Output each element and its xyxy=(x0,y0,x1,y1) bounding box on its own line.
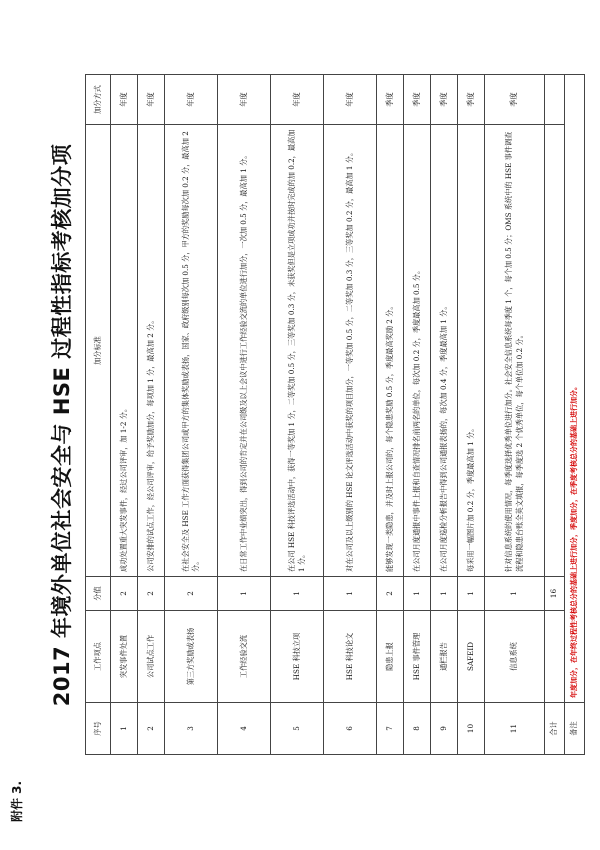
row-seq: 9 xyxy=(431,703,458,755)
note-label: 备注 xyxy=(565,703,585,755)
row-seq: 4 xyxy=(218,703,271,755)
row-criteria: 在公司月度巡检分析报告中得到公司通报表扬的，每次加 0.4 分，季度最高加 1 分。 xyxy=(431,125,458,577)
row-method: 年度 xyxy=(111,75,138,125)
table-header-row xyxy=(86,75,111,755)
row-item: HSE 事件管理 xyxy=(404,611,431,703)
row-criteria: 对在公司及以上级别的 HSE 论文评选活动中获奖的项目加分，一等奖加 0.5 分，二等奖加 0.3 分，三等奖加 0.2 分，最高加 1 分。 xyxy=(324,125,377,577)
row-item: 第三方奖励或表扬 xyxy=(165,611,218,703)
row-criteria: 成功处置重大突发事件，经过公司评审，加 1-2 分。 xyxy=(111,125,138,577)
row-seq: 7 xyxy=(377,703,404,755)
row-seq: 1 xyxy=(111,703,138,755)
row-method: 季度 xyxy=(458,75,485,125)
row-score: 2 xyxy=(138,577,165,611)
total-row xyxy=(545,75,565,755)
row-item: HSE 科技论文 xyxy=(324,611,377,703)
row-score: 1 xyxy=(271,577,324,611)
total-item-empty xyxy=(545,611,565,703)
attachment-label: 附件 3. xyxy=(10,780,24,822)
note-text xyxy=(565,75,585,703)
total-criteria-empty xyxy=(545,125,565,577)
row-score: 1 xyxy=(404,577,431,611)
row-item: 信息系统 xyxy=(485,611,545,703)
row-score: 1 xyxy=(324,577,377,611)
row-criteria: 针对信息系统的使用情况，每季度选择优秀单位进行加分。社会安全信息系统每季度 1 个，每个加 0.5 分；OMS 系统中的 HSE 事件调查流程和隐患台账全英文填报，每季度选 2 个优秀单位，每个单位加 0.2 分。 xyxy=(485,125,545,577)
table-row xyxy=(377,75,404,755)
header-criteria: 加分标准 xyxy=(86,125,111,577)
row-item: 突发事件处置 xyxy=(111,611,138,703)
total-score: 16 xyxy=(545,577,565,611)
table-row xyxy=(431,75,458,755)
header-method: 加分方式 xyxy=(86,75,111,125)
row-score: 2 xyxy=(111,577,138,611)
row-seq: 8 xyxy=(404,703,431,755)
row-criteria: 在公司 HSE 科技评选活动中，获得一等奖加 1 分，二等奖加 0.5 分，三等奖加 0.3 分，未获奖但是立项成功并按时完成的加 0.2，最高加 1 分。 xyxy=(271,125,324,577)
row-method: 年度 xyxy=(165,75,218,125)
table-row xyxy=(165,75,218,755)
row-method: 季度 xyxy=(431,75,458,125)
row-score: 1 xyxy=(485,577,545,611)
row-criteria: 能够发现一类隐患，并及时上报公司的，每个隐患奖励 0.5 分，季度最高奖励 2 分。 xyxy=(377,125,404,577)
table-row xyxy=(111,75,138,755)
row-method: 年度 xyxy=(138,75,165,125)
row-method: 年度 xyxy=(271,75,324,125)
row-criteria: 在日常工作中业绩突出，得到公司的肯定并在公司级及以上会议中进行工作经验交流的单位进行加分，一次加 0.5 分，最高加 1 分。 xyxy=(218,125,271,577)
note-content: 年度加分，在年终过程性考核总分的基础上进行加分，季度加分，在季度考核总分的基础上进行加分。 xyxy=(569,383,579,698)
row-item: HSE 科技立项 xyxy=(271,611,324,703)
header-item: 工作项点 xyxy=(86,611,111,703)
total-label: 合计 xyxy=(545,703,565,755)
row-method: 季度 xyxy=(404,75,431,125)
row-score: 1 xyxy=(458,577,485,611)
row-item: 通栏报告 xyxy=(431,611,458,703)
row-item: SAFEID xyxy=(458,611,485,703)
header-seq: 序号 xyxy=(86,703,111,755)
row-seq: 5 xyxy=(271,703,324,755)
row-seq: 6 xyxy=(324,703,377,755)
row-method: 年度 xyxy=(324,75,377,125)
row-method: 季度 xyxy=(377,75,404,125)
row-criteria: 公司安排的试点工作，经公司评审，给予奖励加分，每项加 1 分，最高加 2 分。 xyxy=(138,125,165,577)
document-title: 2017 年境外单位社会安全与 HSE 过程性指标考核加分项 xyxy=(50,143,74,707)
table-row xyxy=(138,75,165,755)
header-score: 分值 xyxy=(86,577,111,611)
row-score: 2 xyxy=(377,577,404,611)
row-method: 季度 xyxy=(485,75,545,125)
table-row xyxy=(485,75,545,755)
table-row xyxy=(458,75,485,755)
row-seq: 3 xyxy=(165,703,218,755)
row-seq: 11 xyxy=(485,703,545,755)
row-seq: 10 xyxy=(458,703,485,755)
table-row xyxy=(271,75,324,755)
table-row xyxy=(324,75,377,755)
row-score: 2 xyxy=(165,577,218,611)
total-method-empty xyxy=(545,75,565,125)
row-method: 年度 xyxy=(218,75,271,125)
row-criteria: 每采用一幅图片加 0.2 分，季度最高加 1 分。 xyxy=(458,125,485,577)
row-seq: 2 xyxy=(138,703,165,755)
row-item: 隐患上报 xyxy=(377,611,404,703)
row-score: 1 xyxy=(431,577,458,611)
table-row xyxy=(404,75,431,755)
note-row xyxy=(565,75,585,755)
table-row xyxy=(218,75,271,755)
row-criteria: 在社会安全及 HSE 工作方面获得集团公司或甲方的集体奖励或表扬，国家、政府级别每次加 0.5 分，甲方的奖励每次加 0.2 分，最高加 2 分。 xyxy=(165,125,218,577)
row-criteria: 在公司月度通报中事件上报和自查情况排名前两名的单位，每次加 0.2 分，季度最高加 0.5 分。 xyxy=(404,125,431,577)
row-score: 1 xyxy=(218,577,271,611)
row-item: 公司试点工作 xyxy=(138,611,165,703)
row-item: 工作经验交流 xyxy=(218,611,271,703)
bonus-criteria-table xyxy=(85,74,585,755)
